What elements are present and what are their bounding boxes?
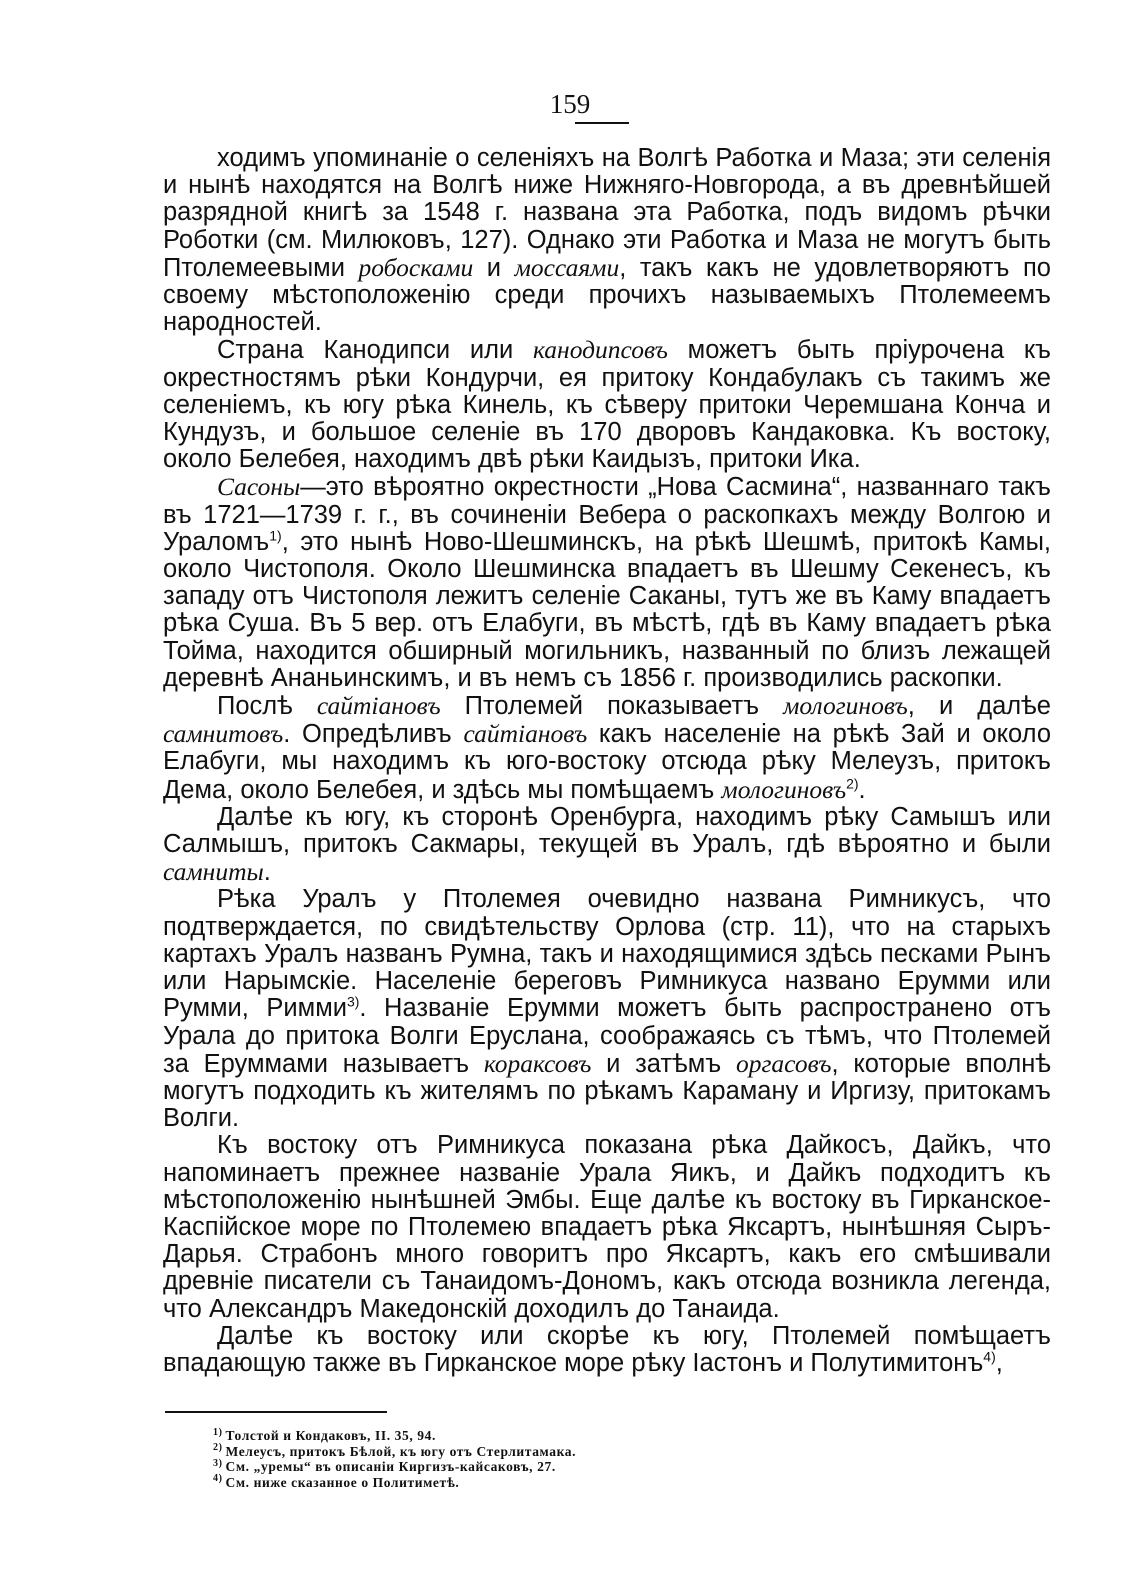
footnote-ref-2: 2) <box>846 775 859 792</box>
paragraph-1: ходимъ упоминаніе о селеніяхъ на Волгѣ Работка и Маза; эти селенія и нынѣ находятся на Волгѣ ниже Нижняго-Новгорода, а въ древнѣйшей разрядной книгѣ за 1548 г. названа эта Работка, подъ видомъ рѣчки Роботки (см. Милюковъ, 127). Однако эти Работка и Маза не могутъ быть Птолемеевыми робосками и моссаями, такъ какъ не удовлетворяютъ по своему мѣстоположенію среди прочихъ называемыхъ Птолемеемъ народностей. <box>163 144 1051 337</box>
footnote-ref-3: 3) <box>346 993 360 1010</box>
paragraph-8: Далѣе къ востоку или скорѣе къ югу, Птолемей помѣщаетъ впадающую также въ Гирканское море рѣку Іастонъ и Полутимитонъ$^{4)}$, <box>163 1321 1051 1377</box>
paragraph-4: Послѣ сайтіановъ Птолемей показываетъ мологиновъ, и далѣе самнитовъ. Опредѣливъ сайтіановъ какъ населеніе на рѣкѣ Зай и около Елабуги, мы находимъ къ юго-востоку отсюда рѣку Мелеузъ, притокъ Дема, около Белебея, и здѣсь мы помѣщаемъ мологиновъ$^{2)}$. <box>163 691 1052 804</box>
paragraph-6: Рѣка Уралъ у Птолемея очевидно названа Римникусъ, что подтверждается, по свидѣтельству Орлова (стр. 11), что на старыхъ картахъ Уралъ названъ Румна, такъ и находящимися здѣсь песками Рынъ или Нарымскіе. Населеніе береговъ Римникуса названо Ерумми или Румми, Римми$^{3)}$. Названіе Ерумми можетъ быть распространено отъ Урала до притока Волги Еруслана, соображаясь съ тѣмъ, что Птолемей за Еруммами называетъ кораксовъ и затѣмъ оргасовъ, которые вполнѣ могутъ подходить къ жителямъ по рѣкамъ Караману и Иргизу, притокамъ Волги. <box>163 885 1051 1133</box>
page-number: 159 <box>549 89 591 119</box>
footnotes <box>213 1428 913 1490</box>
paragraph-2: Страна Канодипси или канодипсовъ можетъ быть пріурочена къ окрестностямъ рѣки Кондурчи, ея притоку Кондабулакъ съ такимъ же селеніемъ, къ югу рѣка Кинель, къ сѣверу притоки Черемшана Конча и Кундузъ, и большое селеніе въ 170 дворовъ Кандаковка. Къ востоку, около Белебея, находимъ двѣ рѣки Каидызъ, притоки Ика. <box>163 335 1051 474</box>
paragraph-7: Къ востоку отъ Римникуса показана рѣка Дайкосъ, Дайкъ, что напоминаетъ прежнее названіе Урала Яикъ, и Дайкъ подходитъ къ мѣстоположенію нынѣшней Эмбы. Еще далѣе къ востоку въ Гирканское-Каспійское море по Птолемею впадаетъ рѣка Яксартъ, нынѣшняя Сыръ-Дарья. Страбонъ много говоритъ про Яксартъ, какъ его смѣшивали древніе писатели съ Танаидомъ-Дономъ, какъ отсюда возникла легенда, что Александръ Македонскій доходилъ до Танаида. <box>163 1131 1051 1323</box>
footnote-3: $^{3)}$ См. „уремы“ въ описаніи Киргизъ-кайсаковъ, 27. <box>213 1457 556 1475</box>
page-number-underline <box>575 122 629 124</box>
footnote-ref-4: 4) <box>983 1348 996 1365</box>
paragraph-3: Сасоны—это вѣроятно окрестности „Нова Сасмина“, названнаго такъ въ 1721—1739 г. г., въ сочиненіи Вебера о раскопкахъ между Волгою и Ураломъ$^{1)}$, это нынѣ Ново-Шешминскъ, на рѣкѣ Шешмѣ, притокѣ Камы, около Чистополя. Около Шешминска впадаетъ въ Шешму Секенесъ, къ западу отъ Чистополя лежитъ селеніе Саканы, тутъ же въ Каму впадаетъ рѣка Суша. Въ 5 вер. отъ Елабуги, въ мѣстѣ, гдѣ въ Каму впадаетъ рѣка Тойма, находится обширный могильникъ, названный по близъ лежащей деревнѣ Ананьинскимъ, и въ немъ съ 1856 г. производились раскопки. <box>163 472 1051 692</box>
footnote-ref-1: 1) <box>269 527 282 544</box>
footnote-1: $^{1)}$ Толстой и Кондаковъ, II. 35, 94. <box>213 1426 436 1443</box>
footnote-4: $^{4)}$ См. ниже сказанное о Политиметѣ. <box>213 1473 460 1490</box>
footnote-separator <box>165 1411 387 1413</box>
footnote-2: $^{2)}$ Мелеусъ, притокъ Бѣлой, къ югу отъ Стерлитамака. <box>213 1442 577 1459</box>
paragraph-5: Далѣе къ югу, къ сторонѣ Оренбурга, находимъ рѣку Самышъ или Салмышъ, притокъ Сакмары, текущей въ Уралъ, гдѣ вѣроятно и были самниты. <box>163 802 1051 887</box>
body-text <box>163 145 1051 1377</box>
